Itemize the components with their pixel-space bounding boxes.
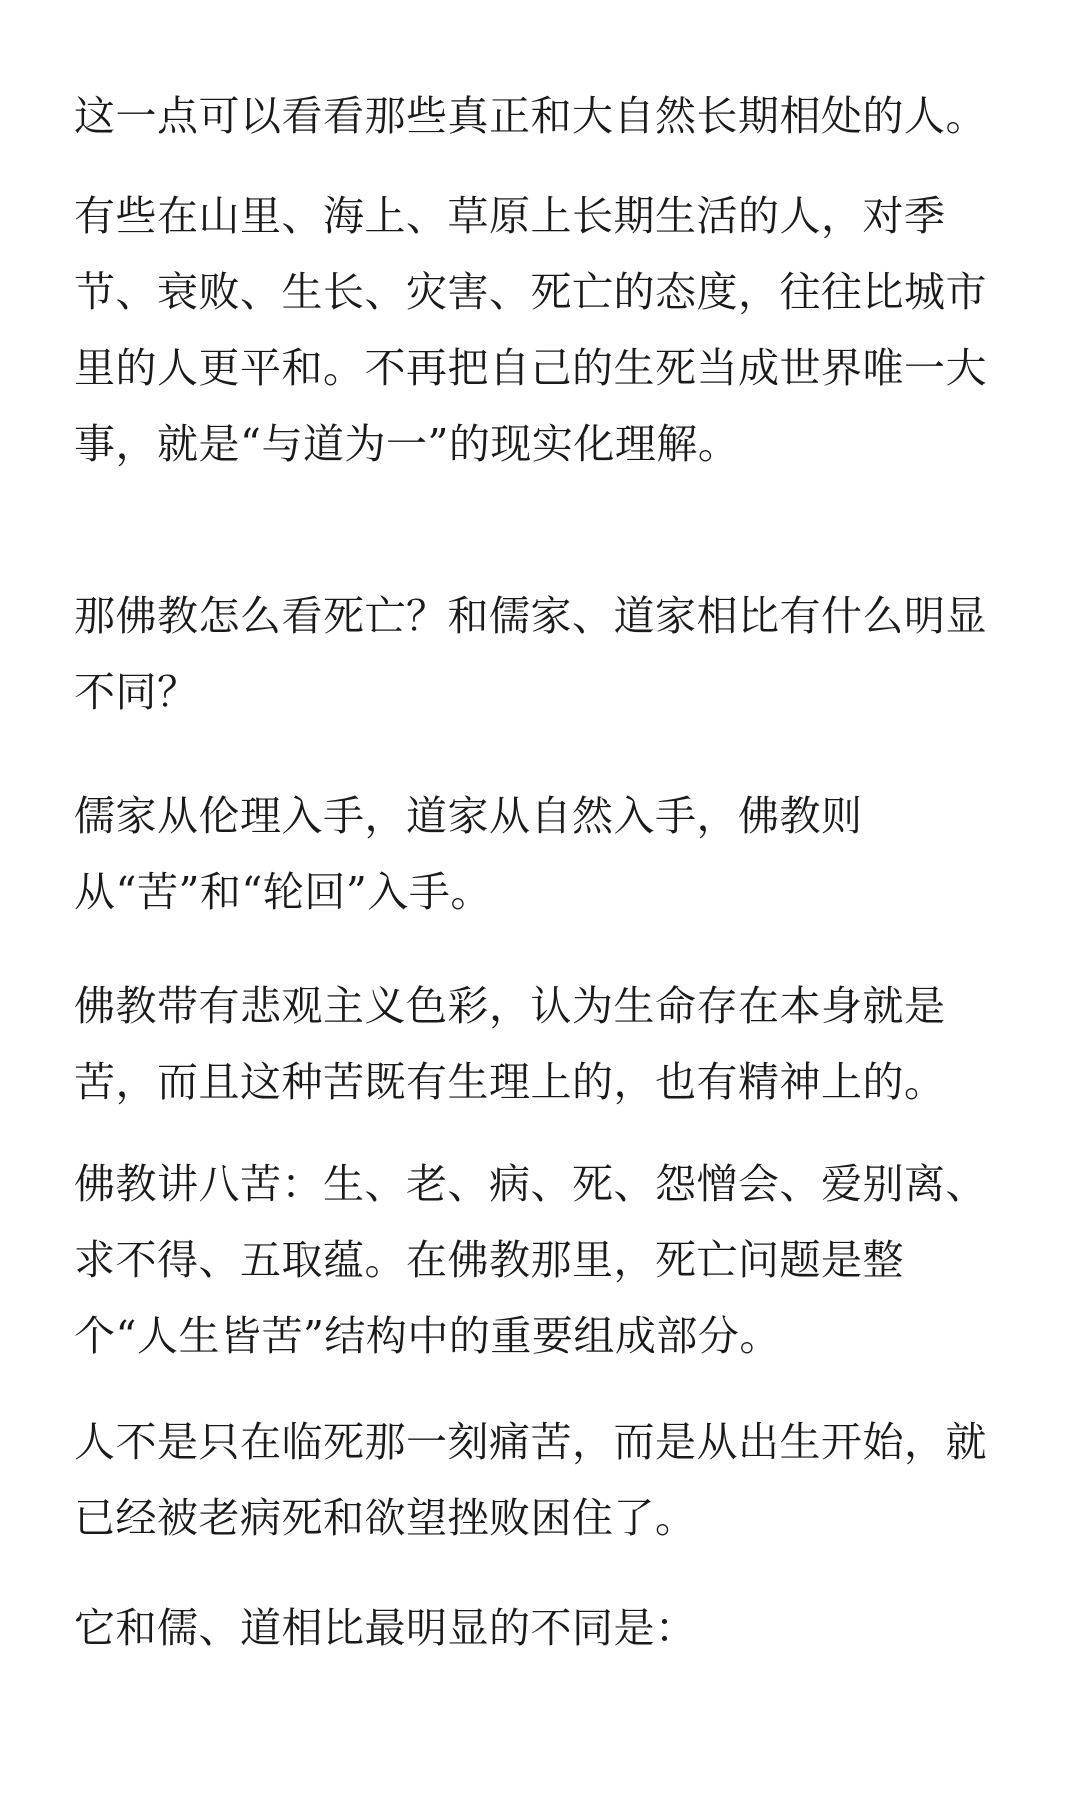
text-line: 节、衰败、生长、灾害、死亡的态度，往往比城市 bbox=[74, 268, 987, 316]
text-line: 这一点可以看看那些真正和大自然长期相处的人。 bbox=[74, 92, 987, 140]
text-line: 求不得、五取蕴。在佛教那里，死亡问题是整 bbox=[74, 1236, 904, 1284]
text-line: 里的人更平和。不再把自己的生死当成世界唯一大 bbox=[74, 344, 987, 392]
text-line: 不同？ bbox=[74, 668, 199, 716]
paragraph-nature-people bbox=[74, 78, 1014, 154]
text-line: 事，就是“与道为一”的现实化理解。 bbox=[74, 420, 740, 468]
paragraph-eight-sufferings bbox=[74, 1146, 1014, 1374]
text-line: 人不是只在临死那一刻痛苦，而是从出生开始，就 bbox=[74, 1418, 987, 1466]
text-line: 苦，而且这种苦既有生理上的，也有精神上的。 bbox=[74, 1058, 946, 1106]
text-line: 个“人生皆苦”结构中的重要组成部分。 bbox=[74, 1312, 781, 1360]
text-line: 佛教带有悲观主义色彩，认为生命存在本身就是 bbox=[74, 982, 946, 1030]
paragraph-buddhism-question bbox=[74, 578, 1014, 730]
text-line: 已经被老病死和欲望挫败困住了。 bbox=[74, 1494, 697, 1542]
text-line: 佛教讲八苦：生、老、病、死、怨憎会、爱别离、 bbox=[74, 1160, 987, 1208]
text-line: 有些在山里、海上、草原上长期生活的人，对季 bbox=[74, 192, 946, 240]
paragraph-mountain-sea-people bbox=[74, 178, 1014, 482]
paragraph-three-approaches bbox=[74, 778, 1014, 930]
text-line: 儒家从伦理入手，道家从自然入手，佛教则 bbox=[74, 792, 863, 840]
text-line: 从“苦”和“轮回”入手。 bbox=[74, 868, 492, 916]
paragraph-buddhism-pessimism bbox=[74, 968, 1014, 1120]
paragraph-lifelong-suffering bbox=[74, 1404, 1014, 1556]
paragraph-main-difference bbox=[74, 1590, 1014, 1666]
text-line: 它和儒、道相比最明显的不同是： bbox=[74, 1604, 697, 1652]
text-line: 那佛教怎么看死亡？和儒家、道家相比有什么明显 bbox=[74, 592, 987, 640]
